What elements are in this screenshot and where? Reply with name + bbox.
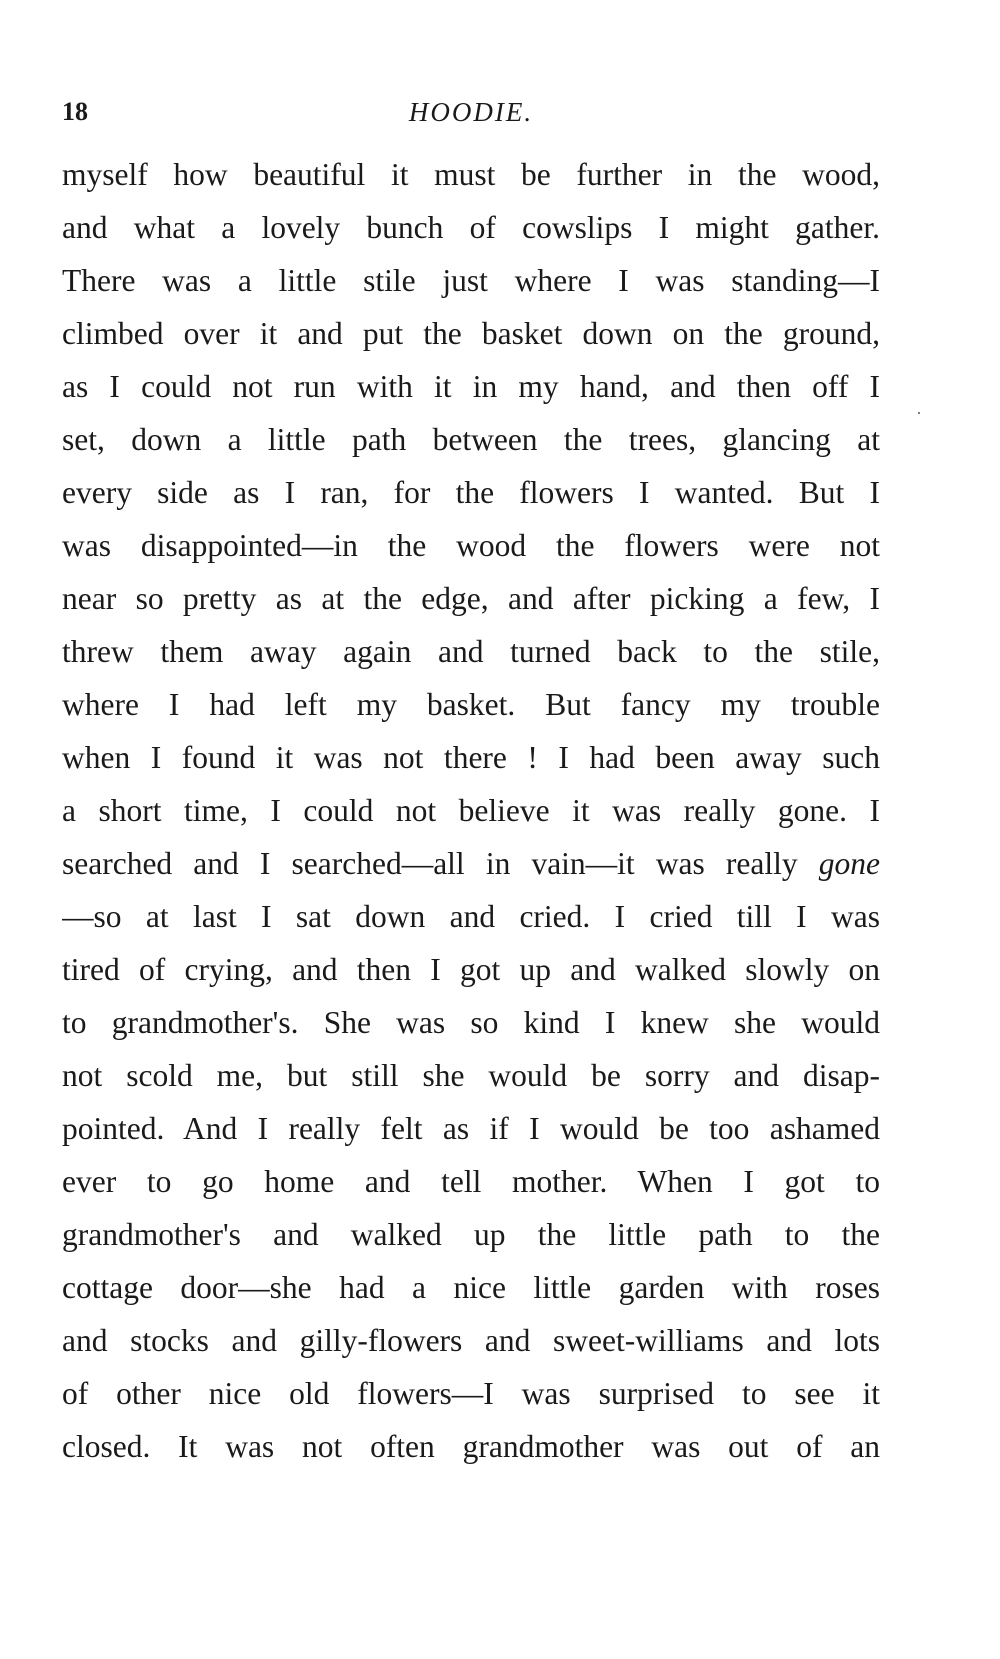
- text-line: There was a little stile just where I was standing—I: [62, 263, 880, 298]
- print-speck: [918, 412, 920, 414]
- text-line: [62, 837, 880, 890]
- body-text: [62, 148, 880, 1473]
- text-line: a short time, I could not believe it was really gone. I: [62, 793, 880, 828]
- text-line: not scold me, but still she would be sorry and disap-: [62, 1058, 880, 1093]
- text-line: set, down a little path between the trees, glancing at: [62, 422, 880, 457]
- text-line: cottage door—she had a nice little garden with roses: [62, 1270, 880, 1305]
- text-line: threw them away again and turned back to the stile,: [62, 634, 880, 669]
- text-line: pointed. And I really felt as if I would be too ashamed: [62, 1111, 880, 1146]
- text-line: closed. It was not often grandmother was out of an: [62, 1429, 880, 1464]
- text-line: of other nice old flowers—I was surprised to see it: [62, 1376, 880, 1411]
- text-line: was disappointed—in the wood the flowers were not: [62, 528, 880, 563]
- text-line: climbed over it and put the basket down on the ground,: [62, 316, 880, 351]
- text-line: when I found it was not there ! I had been away such: [62, 740, 880, 775]
- text-line: tired of crying, and then I got up and walked slowly on: [62, 952, 880, 987]
- text-line: every side as I ran, for the flowers I wanted. But I: [62, 475, 880, 510]
- page-number: 18: [62, 97, 88, 126]
- text-line: ever to go home and tell mother. When I got to: [62, 1164, 880, 1199]
- text-line: to grandmother's. She was so kind I knew she would: [62, 1005, 880, 1040]
- text-line: grandmother's and walked up the little path to the: [62, 1217, 880, 1252]
- text-line: where I had left my basket. But fancy my trouble: [62, 687, 880, 722]
- text-line: myself how beautiful it must be further in the wood,: [62, 157, 880, 192]
- text-line: —so at last I sat down and cried. I cried till I was: [62, 899, 880, 934]
- text-line-roman: searched and I searched—all in vain—it was really: [62, 846, 819, 881]
- text-line: and what a lovely bunch of cowslips I might gather.: [62, 210, 880, 245]
- running-head: [62, 92, 880, 132]
- text-line: near so pretty as at the edge, and after picking a few, I: [62, 581, 880, 616]
- text-line: and stocks and gilly-flowers and sweet-williams and lots: [62, 1323, 880, 1358]
- text-line: as I could not run with it in my hand, and then off I: [62, 369, 880, 404]
- text-line-italic: gone: [818, 846, 880, 881]
- running-title: HOODIE.: [408, 97, 534, 127]
